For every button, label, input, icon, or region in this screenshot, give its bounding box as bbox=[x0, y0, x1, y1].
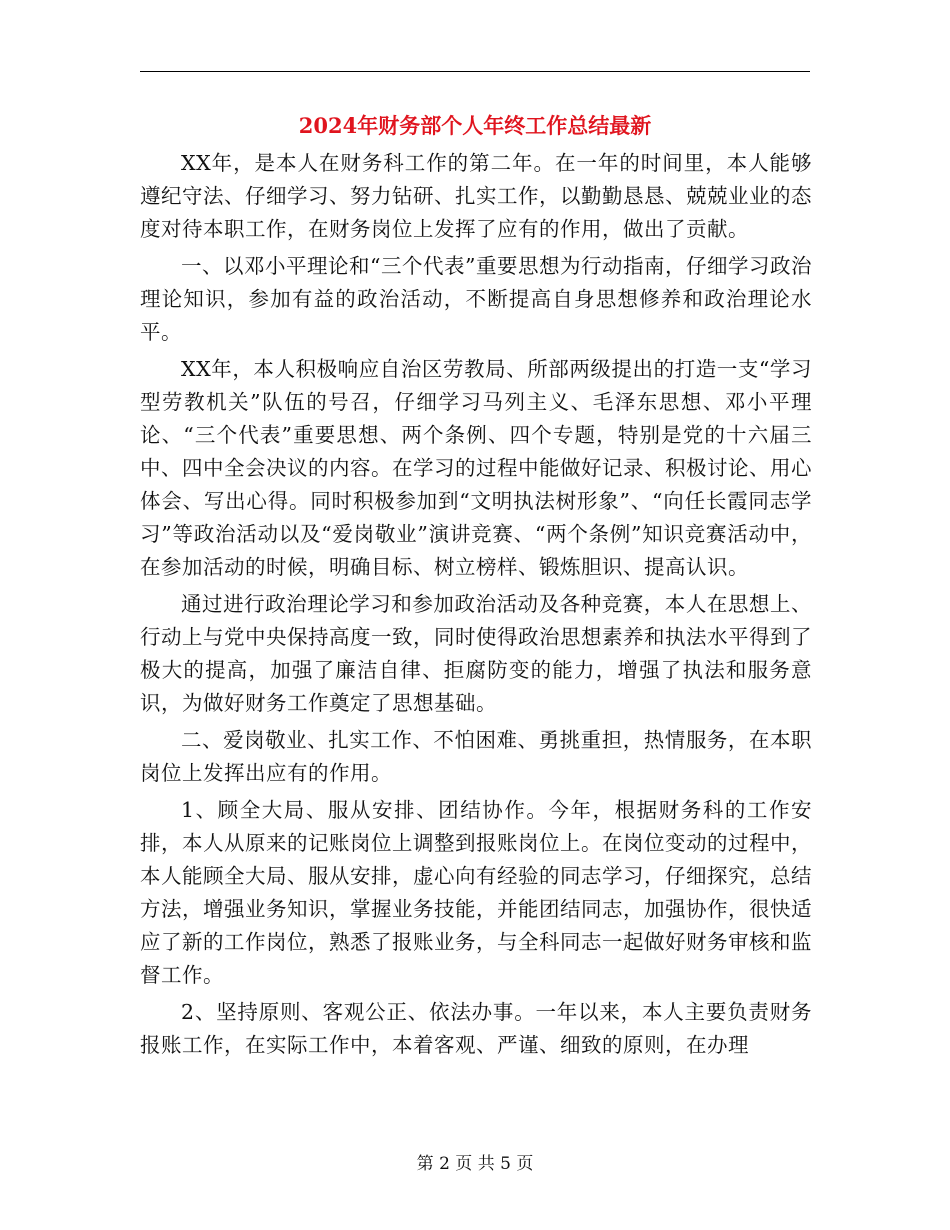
paragraph: 一、以邓小平理论和“三个代表”重要思想为行动指南，仔细学习政治理论知识，参加有益的政治活动，不断提高自身思想修养和政治理论水平。 bbox=[140, 254, 812, 344]
paragraph: 通过进行政治理论学习和参加政治活动及各种竞赛，本人在思想上、行动上与党中央保持高度一致，同时使得政治思想素养和执法水平得到了极大的提高，加强了廉洁自律、拒腐防变的能力，增强了执法和服务意识，为做好财务工作奠定了思想基础。 bbox=[140, 592, 812, 715]
document-body bbox=[140, 147, 812, 1066]
paragraph: 2、坚持原则、客观公正、依法办事。一年以来，本人主要负责财务报账工作，在实际工作中，本着客观、严谨、细致的原则，在办理 bbox=[140, 1000, 812, 1057]
paragraph: XX年，是本人在财务科工作的第二年。在一年的时间里，本人能够遵纪守法、仔细学习、努力钻研、扎实工作，以勤勤恳恳、兢兢业业的态度对待本职工作，在财务岗位上发挥了应有的作用，做出了贡献。 bbox=[140, 151, 812, 241]
paragraph: 1、顾全大局、服从安排、团结协作。今年，根据财务科的工作安排，本人从原来的记账岗位上调整到报账岗位上。在岗位变动的过程中，本人能顾全大局、服从安排，虚心向有经验的同志学习，仔细探究，总结方法，增强业务知识，掌握业务技能，并能团结同志，加强协作，很快适应了新的工作岗位，熟悉了报账业务，与全科同志一起做好财务审核和监督工作。 bbox=[140, 798, 812, 987]
paragraph: XX年，本人积极响应自治区劳教局、所部两级提出的打造一支“学习型劳教机关”队伍的号召，仔细学习马列主义、毛泽东思想、邓小平理论、“三个代表”重要思想、两个条例、四个专题，特别是党的十六届三中、四中全会决议的内容。在学习的过程中能做好记录、积极讨论、用心体会、写出心得。同时积极参加到“文明执法树形象”、“向任长霞同志学习”等政治活动以及“爱岗敬业”演讲竞赛、“两个条例”知识竞赛活动中，在参加活动的时候，明确目标、树立榜样、锻炼胆识、提高认识。 bbox=[140, 357, 812, 579]
header-rule bbox=[140, 71, 810, 72]
paragraph: 二、爱岗敬业、扎实工作、不怕困难、勇挑重担，热情服务，在本职岗位上发挥出应有的作用。 bbox=[140, 728, 812, 785]
document-title: 2024年财务部个人年终工作总结最新 bbox=[298, 113, 652, 138]
page-footer: 第 2 页 共 5 页 bbox=[416, 1154, 534, 1174]
